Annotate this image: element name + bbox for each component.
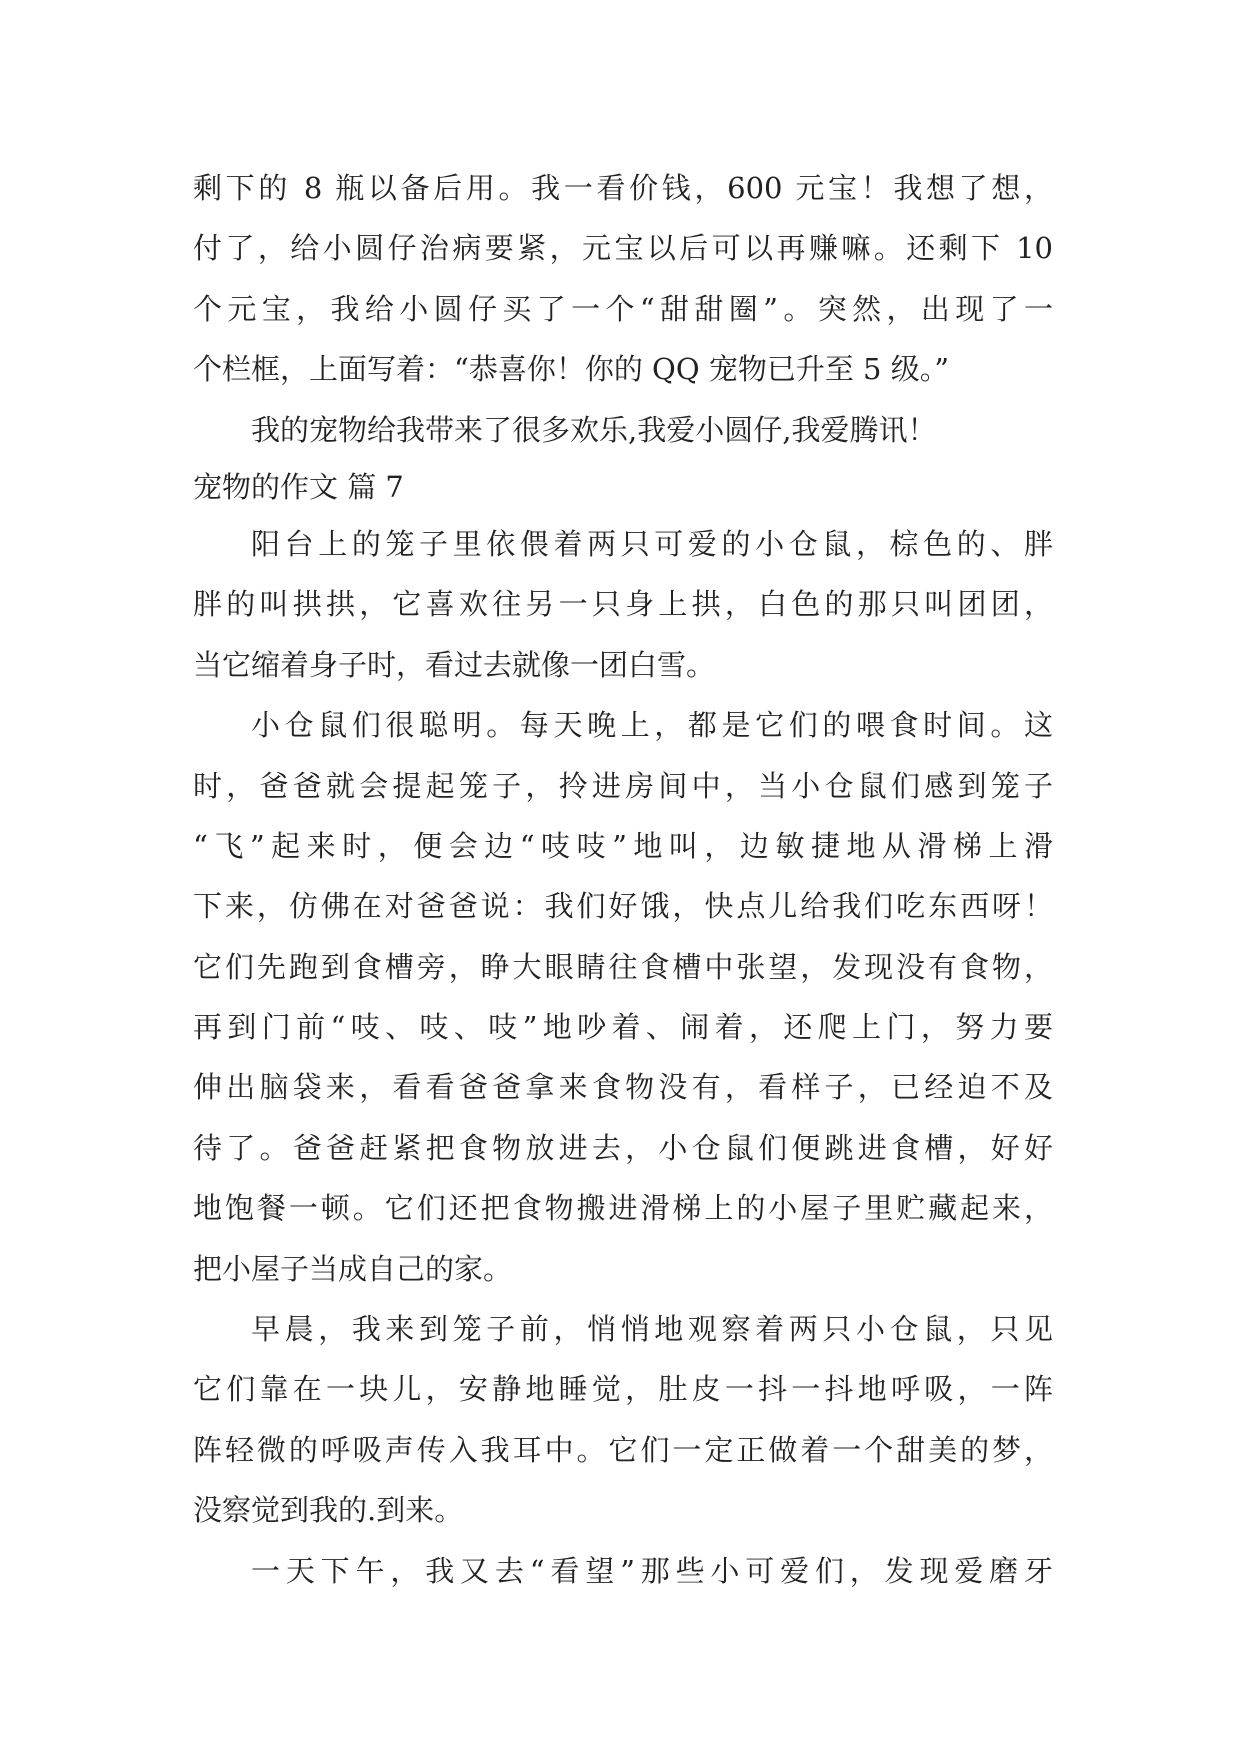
paragraph [193, 400, 1053, 460]
text-line: 待了。爸爸赶紧把食物放进去，小仓鼠们便跳进食槽，好好 [193, 1130, 1053, 1165]
paragraph [193, 1541, 1053, 1601]
document-body [193, 158, 1053, 1601]
text-line: 时，爸爸就会提起笼子，拎进房间中，当小仓鼠们感到笼子 [193, 768, 1053, 803]
text-line: 把小屋子当成自己的家。 [193, 1251, 513, 1286]
text-line: 个元宝，我给小圆仔买了一个“甜甜圈”。突然，出现了一 [193, 291, 1053, 326]
text-line: 它们先跑到食槽旁，睁大眼睛往食槽中张望，发现没有食物， [193, 949, 1053, 984]
text-line: 再到门前“吱、吱、吱”地吵着、闹着，还爬上门，努力要 [193, 1010, 1053, 1045]
text-line: 没察觉到我的.到来。 [193, 1493, 464, 1528]
text-line: 个栏框，上面写着：“恭喜你！你的 QQ 宠物已升至 5 级。” [193, 352, 950, 387]
text-line: 下来，仿佛在对爸爸说：我们好饿，快点儿给我们吃东西呀！ [193, 889, 1053, 924]
text-line: 小仓鼠们很聪明。每天晚上，都是它们的喂食时间。这 [251, 708, 1053, 743]
text-line: 我的宠物给我带来了很多欢乐,我爱小圆仔,我爱腾讯！ [251, 412, 937, 447]
text-line: 地饱餐一顿。它们还把食物搬进滑梯上的小屋子里贮藏起来， [193, 1191, 1053, 1226]
text-line: 当它缩着身子时，看过去就像一团白雪。 [193, 647, 716, 682]
text-line: 一天下午，我又去“看望”那些小可爱们，发现爱磨牙 [251, 1553, 1053, 1588]
text-line: 早晨，我来到笼子前，悄悄地观察着两只小仓鼠，只见 [251, 1312, 1053, 1347]
section-heading: 宠物的作文 篇 7 [193, 469, 404, 504]
paragraph [193, 1299, 1053, 1541]
paragraph [193, 514, 1053, 695]
text-line: 付了，给小圆仔治病要紧，元宝以后可以再赚嘛。还剩下 10 [193, 231, 1053, 266]
text-line: 阳台上的笼子里依偎着两只可爱的小仓鼠，棕色的、胖 [251, 526, 1053, 561]
text-line: 阵轻微的呼吸声传入我耳中。它们一定正做着一个甜美的梦， [193, 1432, 1053, 1467]
text-line: 胖的叫拱拱，它喜欢往另一只身上拱，白色的那只叫团团， [193, 587, 1053, 622]
paragraph [193, 695, 1053, 1299]
paragraph-continued [193, 158, 1053, 400]
text-line: 伸出脑袋来，看看爸爸拿来食物没有，看样子，已经迫不及 [193, 1070, 1053, 1105]
text-line: “飞”起来时，便会边“吱吱”地叫，边敏捷地从滑梯上滑 [193, 828, 1053, 863]
text-line: 它们靠在一块儿，安静地睡觉，肚皮一抖一抖地呼吸，一阵 [193, 1372, 1053, 1407]
text-line: 剩下的 8 瓶以备后用。我一看价钱，600 元宝！我想了想， [193, 171, 1053, 205]
